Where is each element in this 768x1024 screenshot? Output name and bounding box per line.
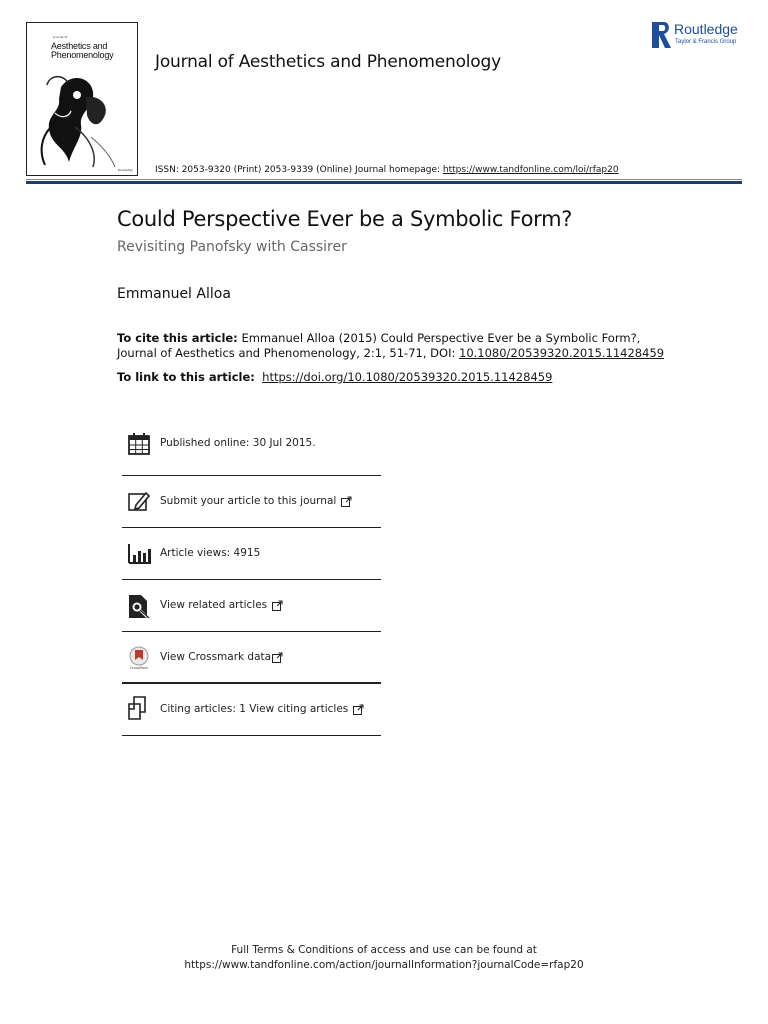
related-articles-row[interactable] (122, 580, 381, 632)
issn-line (155, 165, 619, 175)
citing-articles-text: Citing articles: 1 View citing articles (160, 703, 364, 715)
article-views-text: Article views: 4915 (160, 547, 261, 559)
related-articles-text: View related articles (160, 599, 283, 611)
external-link-icon (272, 652, 283, 663)
search-doc-icon (127, 594, 151, 618)
article-author: Emmanuel Alloa (117, 286, 231, 302)
article-views-row (122, 528, 381, 580)
cite-text: Emmanuel Alloa (2015) Could Perspective Ever be a Symbolic Form?, Journal of Aesthetics and Phenomenology, 2:1, 51-71, DOI: (117, 331, 641, 360)
submit-article-text: Submit your article to this journal (160, 495, 352, 507)
citing-articles-row[interactable] (122, 684, 381, 736)
article-info-list (122, 424, 381, 736)
row-divider (122, 735, 381, 736)
header-thin-rule (26, 179, 742, 180)
external-link-icon (272, 600, 283, 611)
bar-chart-icon (127, 542, 151, 566)
cite-label: To cite this article: (117, 331, 238, 345)
footer-terms-url[interactable]: https://www.tandfonline.com/action/journalInformation?journalCode=rfap20 (184, 959, 584, 971)
cover-title: Aesthetics and Phenomenology (51, 41, 114, 60)
footer-terms-line: Full Terms & Conditions of access and use can be found at (231, 944, 537, 956)
citation-block (117, 331, 677, 361)
routledge-r-icon (652, 22, 672, 48)
article-doi-link[interactable]: https://doi.org/10.1080/20539320.2015.11428459 (262, 370, 553, 384)
svg-text:CrossMark: CrossMark (129, 666, 149, 670)
cover-small-text: Journal of (53, 35, 68, 39)
external-link-icon (353, 704, 364, 715)
article-title: Could Perspective Ever be a Symbolic Form? (117, 207, 573, 231)
journal-title: Journal of Aesthetics and Phenomenology (155, 52, 501, 72)
submit-article-row[interactable] (122, 476, 381, 528)
publisher-name: Routledge (674, 21, 738, 37)
crossmark-icon (127, 646, 151, 670)
cover-artwork (31, 67, 127, 171)
article-subtitle: Revisiting Panofsky with Cassirer (117, 239, 347, 255)
edit-icon (127, 490, 151, 514)
journal-homepage-link[interactable]: https://www.tandfonline.com/loi/rfap20 (442, 165, 619, 175)
crossmark-row[interactable] (122, 632, 381, 684)
cover-publisher-logo: Routledge (117, 168, 133, 172)
issn-text: ISSN: 2053-9320 (Print) 2053-9339 (Online) Journal homepage: (155, 165, 443, 175)
journal-cover-thumbnail (26, 22, 138, 176)
cite-doi-link[interactable]: 10.1080/20539320.2015.11428459 (459, 346, 665, 360)
calendar-icon (127, 432, 151, 456)
link-label: To link to this article: (117, 370, 255, 384)
external-link-icon (341, 496, 352, 507)
crossmark-text: View Crossmark data (160, 651, 283, 663)
published-online-text: Published online: 30 Jul 2015. (160, 437, 316, 449)
header-rule (26, 181, 742, 184)
footer (0, 943, 768, 973)
article-link-line (117, 370, 552, 384)
citing-icon (127, 696, 151, 720)
published-online-row (122, 424, 381, 476)
publisher-tagline: Taylor & Francis Group (675, 39, 737, 45)
